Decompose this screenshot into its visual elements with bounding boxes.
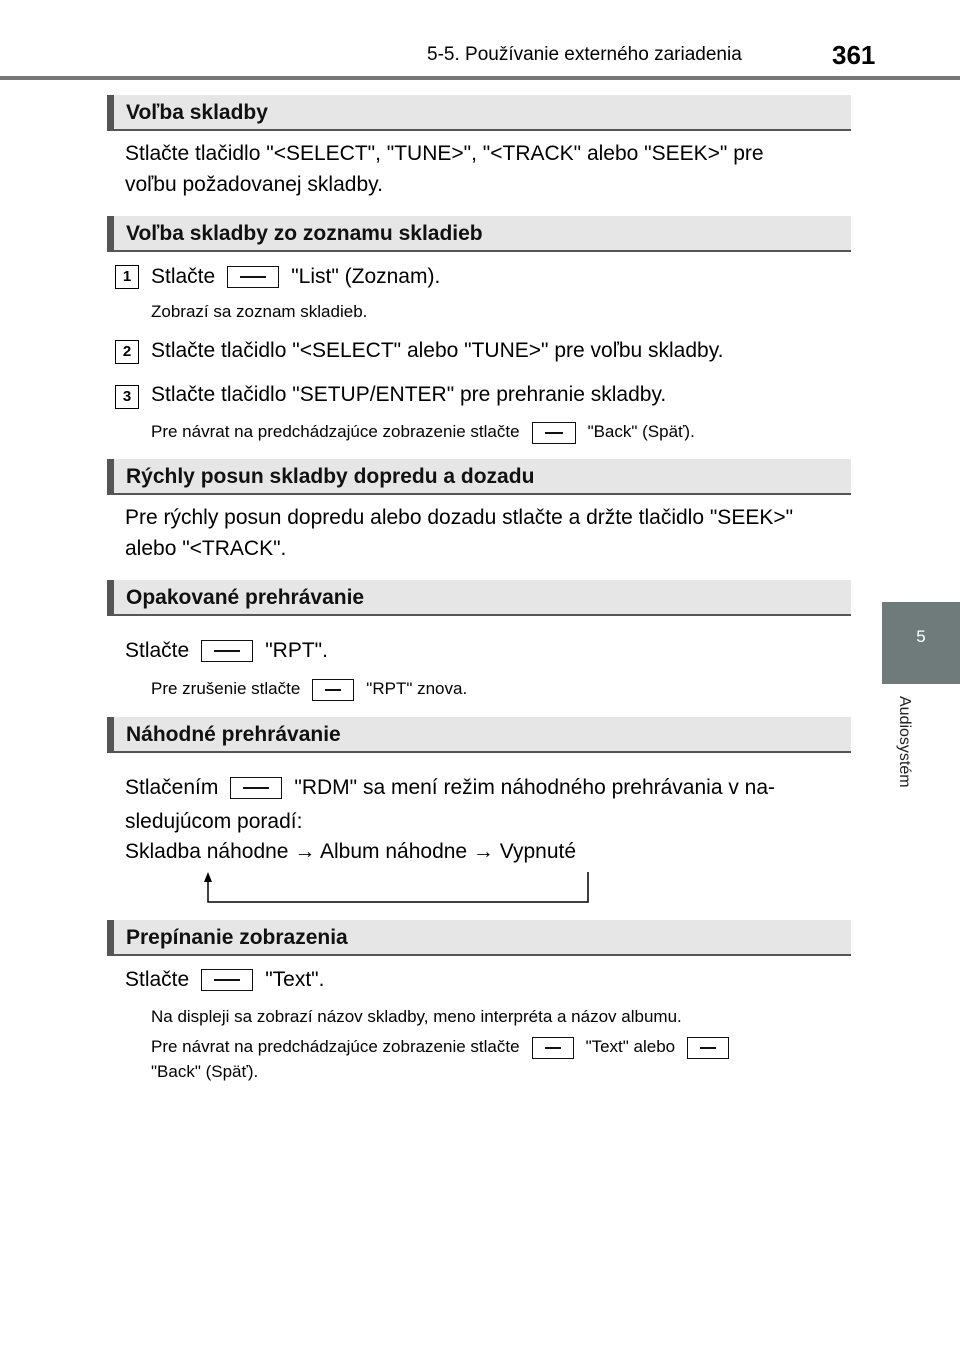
- screen-button-icon: [687, 1037, 729, 1059]
- page-number: 361: [832, 40, 876, 70]
- note-text: Pre zrušenie stlačte "RPT" znova.: [151, 678, 467, 701]
- note-text: Na displeji sa zobrazí názov skladby, meno interpréta a názov albumu.: [151, 1007, 682, 1026]
- step-text: Stlačte tlačidlo "<SELECT" alebo "TUNE>" pre voľbu skladby.: [151, 339, 724, 362]
- body-text: Pre rýchly posun dopredu alebo dozadu stlačte a držte tlačidlo "SEEK>": [125, 506, 794, 529]
- section-heading-repeat: Opakované prehrávanie: [107, 580, 851, 616]
- sequence-text: Skladba náhodne → Album náhodne → Vypnuté: [125, 840, 577, 863]
- section-heading-select-from-list: Voľba skladby zo zoznamu skladieb: [107, 216, 851, 252]
- step-number: 1: [115, 265, 139, 289]
- body-text: voľbu požadovanej skladby.: [125, 173, 383, 196]
- step-number: 3: [115, 385, 139, 409]
- step-note: Pre návrat na predchádzajúce zobrazenie stlačte "Back" (Späť).: [151, 421, 695, 444]
- note-text: Pre návrat na predchádzajúce zobrazenie stlačte "Text" alebo: [151, 1036, 741, 1059]
- section-heading-random: Náhodné prehrávanie: [107, 717, 851, 753]
- body-text: sledujúcom poradí:: [125, 810, 303, 833]
- step-number: 2: [115, 340, 139, 364]
- screen-button-icon: [230, 777, 282, 799]
- step-note: Zobrazí sa zoznam skladieb.: [151, 302, 368, 321]
- step-text: Stlačte tlačidlo "SETUP/ENTER" pre prehranie skladby.: [151, 383, 667, 406]
- screen-button-icon: [532, 422, 576, 444]
- section-heading-display-switch: Prepínanie zobrazenia: [107, 920, 851, 956]
- body-text: Stlačením "RDM" sa mení režim náhodného prehrávania v na-: [125, 776, 776, 799]
- note-text: "Back" (Späť).: [151, 1062, 259, 1081]
- section-heading-fast-seek: Rýchly posun skladby dopredu a dozadu: [107, 459, 851, 495]
- chapter-tab-label: Audiosystém: [896, 696, 913, 788]
- loop-back-arrow-icon: [203, 870, 591, 906]
- screen-button-icon: [532, 1037, 574, 1059]
- screen-button-icon: [201, 969, 253, 991]
- body-text: Stlačte "RPT".: [125, 639, 328, 662]
- header-rule: [0, 76, 960, 80]
- body-text: Stlačte "Text".: [125, 968, 325, 991]
- section-heading-select-track: Voľba skladby: [107, 95, 851, 131]
- running-header-title: 5-5. Používanie externého zariadenia: [427, 44, 742, 65]
- screen-button-icon: [312, 679, 354, 701]
- body-text: Stlačte tlačidlo "<SELECT", "TUNE>", "<TRACK" alebo "SEEK>" pre: [125, 142, 764, 165]
- body-text: alebo "<TRACK".: [125, 537, 287, 560]
- chapter-tab-number: 5: [916, 627, 926, 646]
- screen-button-icon: [201, 640, 253, 662]
- screen-button-icon: [227, 266, 279, 288]
- step-text: Stlačte "List" (Zoznam).: [151, 265, 441, 288]
